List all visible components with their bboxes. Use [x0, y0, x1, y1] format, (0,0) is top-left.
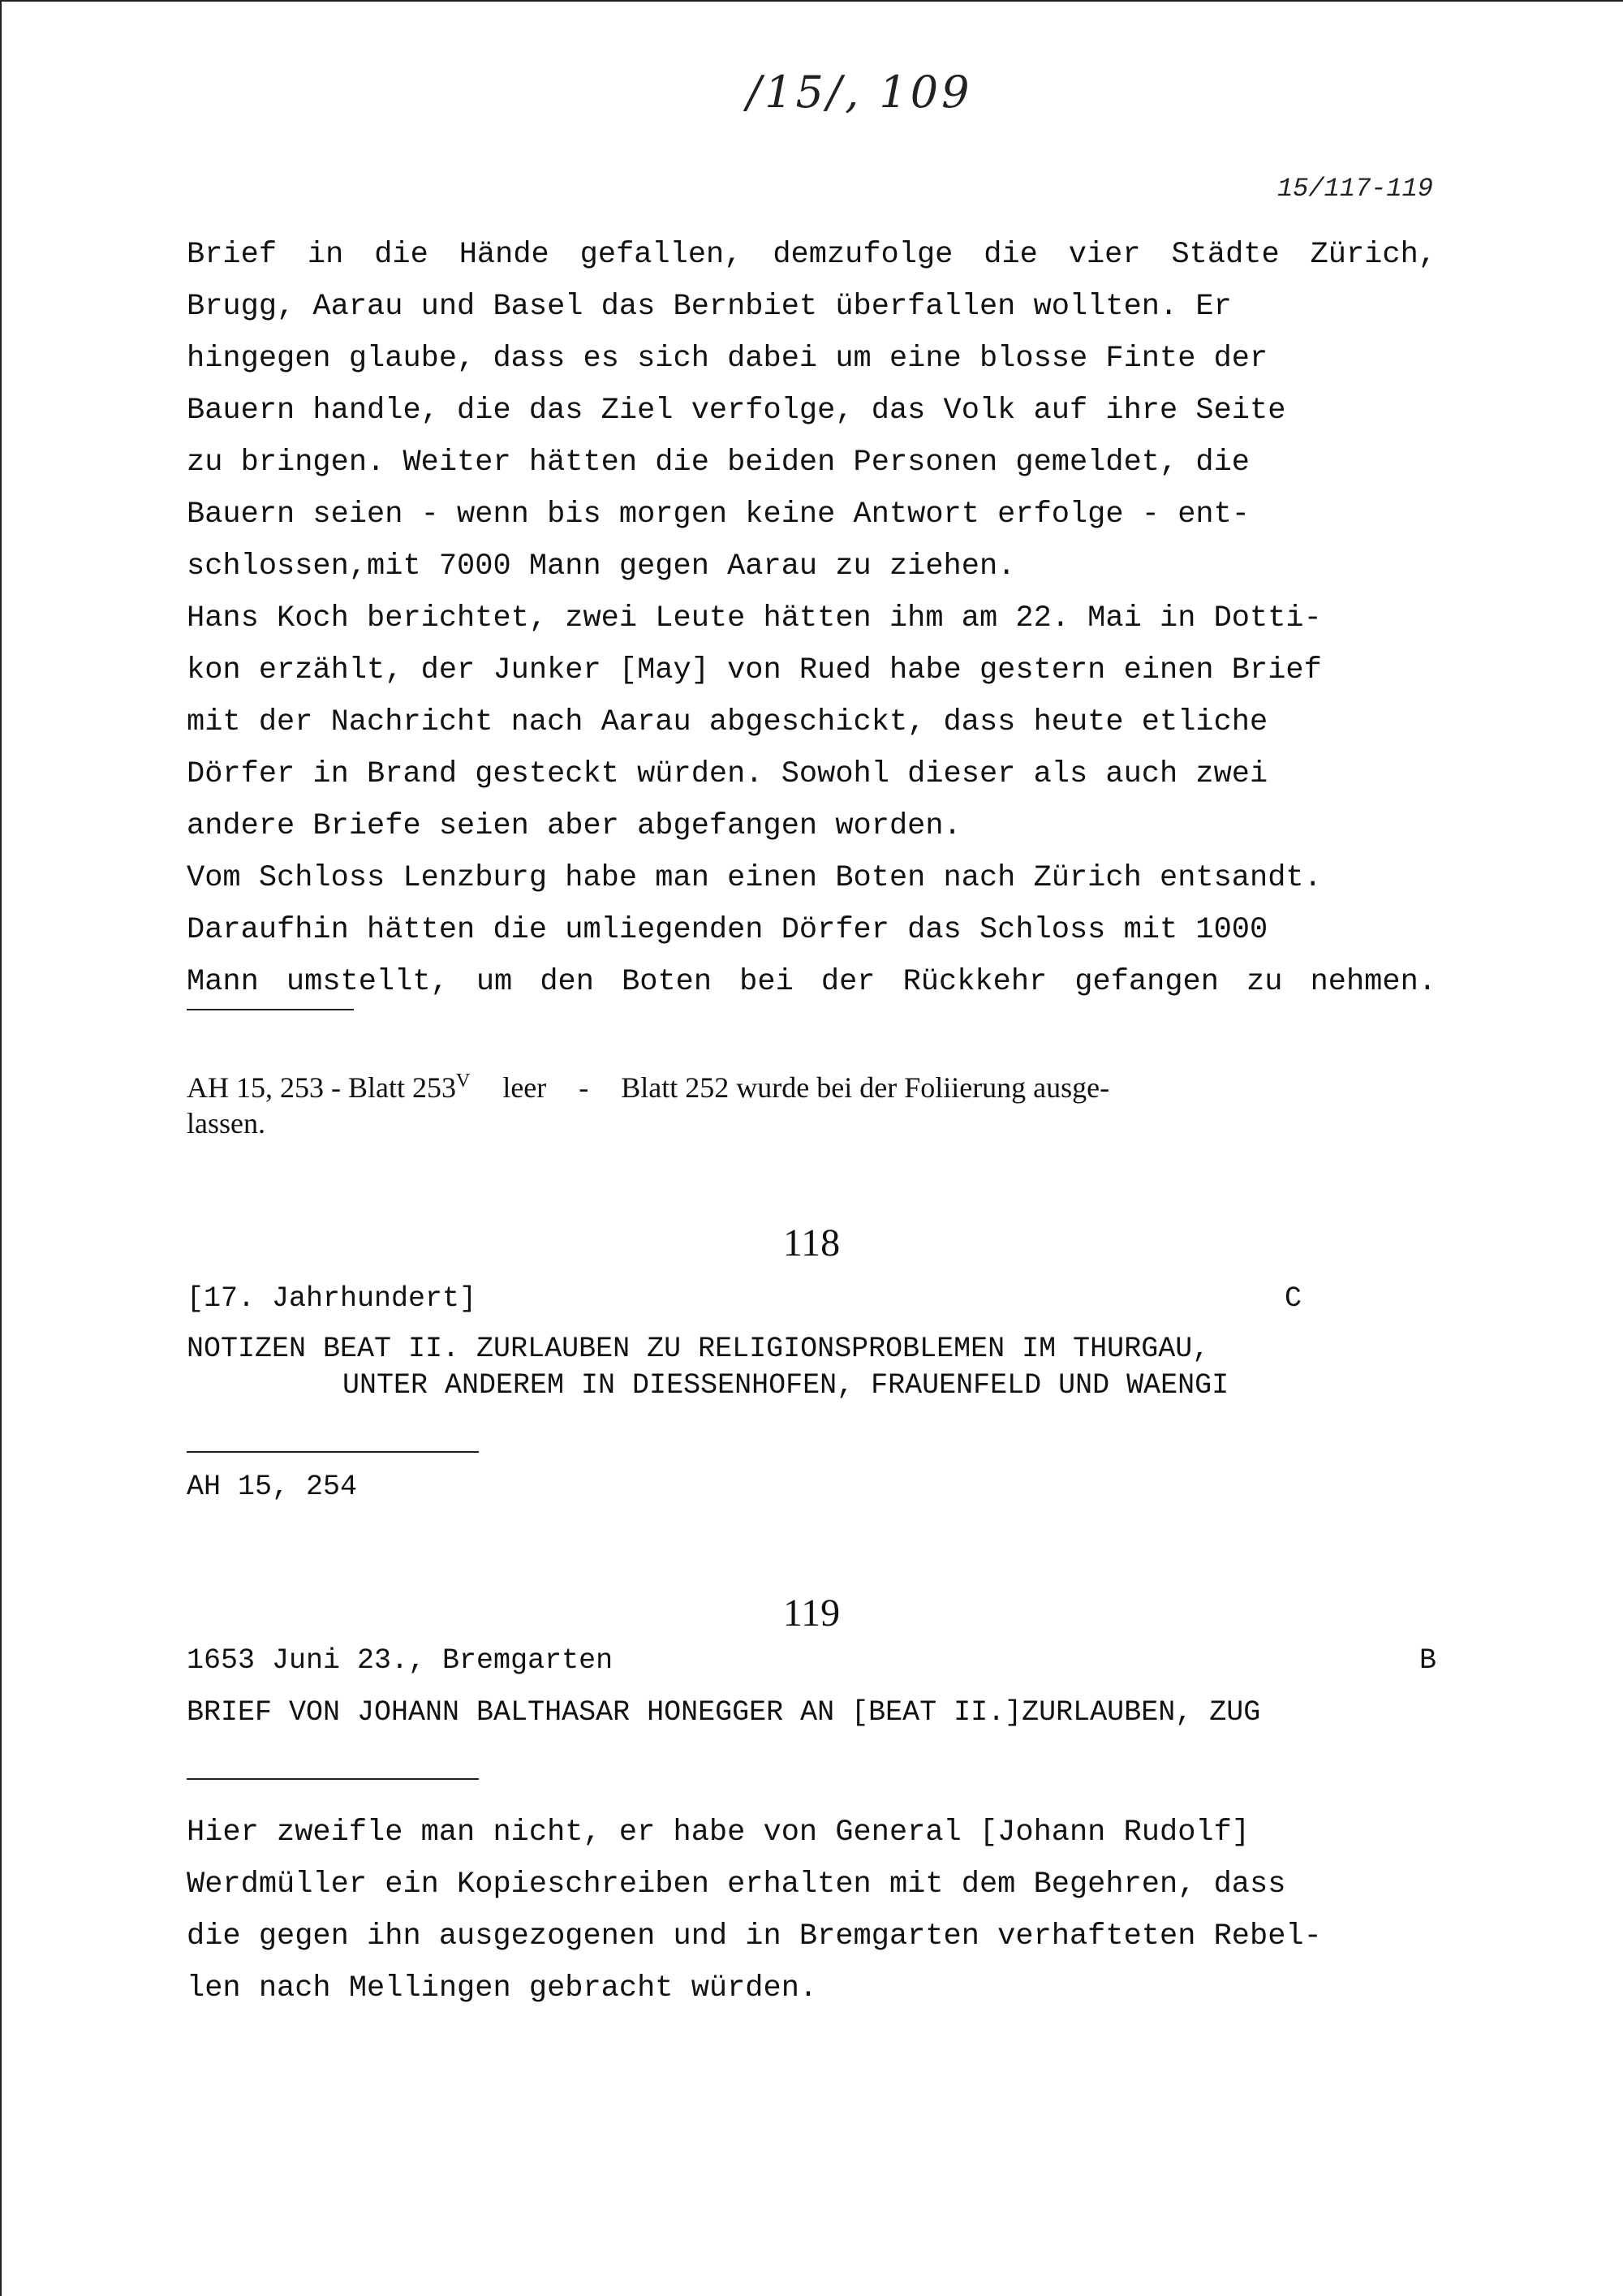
text-line: Hier zweifle man nicht, er habe von General [Johann Rudolf] — [187, 1816, 1251, 1850]
text-line: Brief in die Hände gefallen, demzufolge die vier Städte Zürich, — [187, 238, 1436, 272]
text-line: schlossen,mit 7000 Mann gegen Aarau zu ziehen. — [187, 549, 1016, 584]
text-line: Dörfer in Brand gesteckt würden. Sowohl dieser als auch zwei — [187, 757, 1268, 791]
text-line: Hans Koch berichtet, zwei Leute hätten ihm am 22. Mai in Dotti- — [187, 601, 1322, 635]
text-line: Brugg, Aarau und Basel das Bernbiet überfallen wollten. Er — [187, 290, 1232, 324]
footnote-source: AH 15, 253 - Blatt $253^V$ — [187, 1070, 471, 1104]
entry-118-date: [17. Jahrhundert] — [187, 1282, 477, 1315]
text-line: Mann umstellt, um den Boten bei der Rückkehr gefangen zu nehmen. — [187, 965, 1436, 999]
text-line: andere Briefe seien aber abgefangen worden. — [187, 809, 962, 843]
entry-119-title: BRIEF VON JOHANN BALTHASAR HONEGGER AN [BEAT II.]ZURLAUBEN, ZUG — [187, 1696, 1261, 1729]
text-line: zu bringen. Weiter hätten die beiden Personen gemeldet, die — [187, 446, 1251, 480]
entry-118-source: AH 15, 254 — [187, 1471, 358, 1503]
text-line: Vom Schloss Lenzburg habe man einen Boten nach Zürich entsandt. — [187, 861, 1322, 895]
text-line: Bauern handle, die das Ziel verfolge, das Volk auf ihre Seite — [187, 394, 1286, 428]
footnote-line-2: lassen. — [187, 1107, 265, 1139]
footnote-divider — [187, 1009, 354, 1010]
entry-119-text — [187, 1807, 1436, 2014]
text-line: Daraufhin hätten die umliegenden Dörfer das Schloss mit 1000 — [187, 913, 1268, 947]
page-border-top — [0, 0, 1623, 2]
entry-118-letter: C — [1284, 1282, 1302, 1315]
footnote-remark: Blatt 252 wurde bei der Foliierung ausge- — [621, 1071, 1110, 1104]
entry-118-title-line-1: NOTIZEN BEAT II. ZURLAUBEN ZU RELIGIONSPROBLEMEN IM THURGAU, — [187, 1333, 1210, 1365]
footnote-117 — [187, 1070, 1436, 1141]
entry-119-letter: B — [1419, 1644, 1436, 1677]
footnote-leer: leer — [502, 1071, 547, 1104]
entry-117-text — [187, 229, 1436, 1008]
footnote-dash: - — [579, 1071, 589, 1104]
text-line: Bauern seien - wenn bis morgen keine Antwort erfolge - ent- — [187, 498, 1251, 532]
document-number-118: 118 — [782, 1221, 841, 1264]
text-line: die gegen ihn ausgezogenen und in Bremgarten verhafteten Rebel- — [187, 1919, 1322, 1954]
page-reference: 15/117-119 — [1276, 174, 1433, 204]
text-line: Werdmüller ein Kopieschreiben erhalten mit dem Begehren, dass — [187, 1867, 1286, 1902]
text-line: len nach Mellingen gebracht würden. — [187, 1971, 818, 2005]
entry-119-divider — [187, 1778, 479, 1780]
page-border-left — [0, 0, 2, 2296]
entry-119-date: 1653 Juni 23., Bremgarten — [187, 1644, 613, 1677]
verso-superscript: V — [455, 1070, 471, 1092]
entry-118-title-line-2: UNTER ANDEREM IN DIESSENHOFEN, FRAUENFELD UND WAENGI — [342, 1369, 1229, 1402]
text-line: kon erzählt, der Junker [May] von Rued habe gestern einen Brief — [187, 653, 1322, 687]
entry-118-meta — [187, 1282, 1436, 1315]
entry-119-meta — [187, 1644, 1436, 1677]
footnote-line-1 — [187, 1070, 1436, 1105]
document-number-119: 119 — [782, 1592, 841, 1635]
text-line: hingegen glaube, dass es sich dabei um eine blosse Finte der — [187, 342, 1268, 376]
entry-118-divider — [187, 1451, 479, 1453]
handwritten-folio-number: /15/, 109 — [747, 67, 973, 118]
text-line: mit der Nachricht nach Aarau abgeschickt, dass heute etliche — [187, 705, 1268, 739]
